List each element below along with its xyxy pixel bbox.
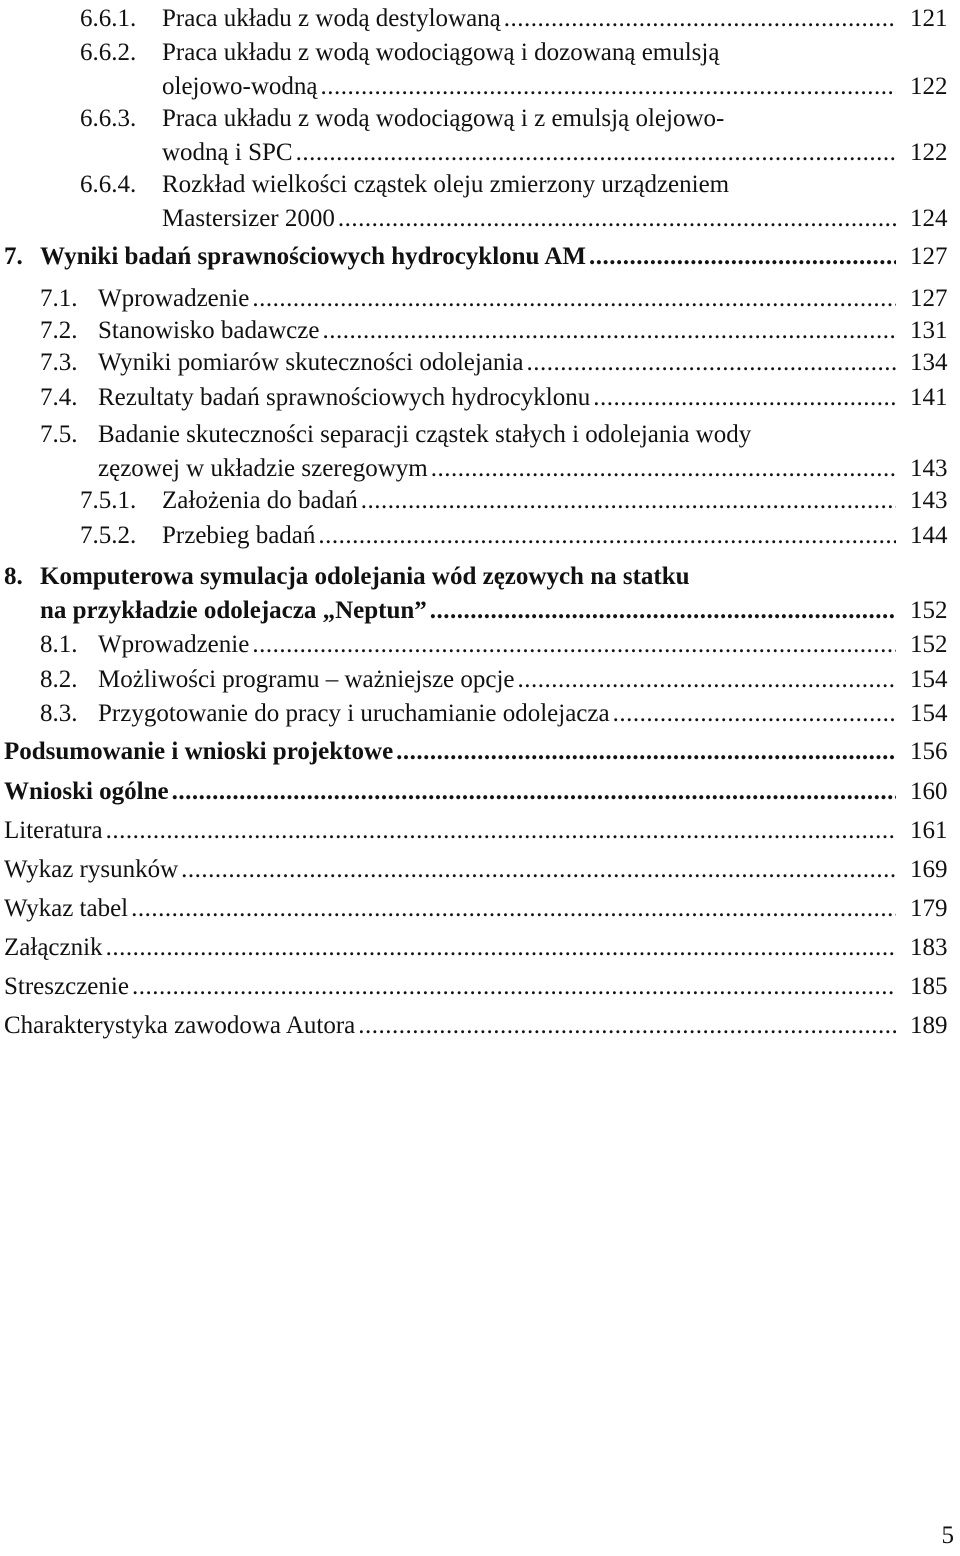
toc-dot-leader xyxy=(613,697,896,731)
toc-entry-line xyxy=(80,102,725,136)
toc-entry-title: Praca układu z wodą wodociągową i dozowaną emulsją xyxy=(162,39,720,66)
toc-dot-leader xyxy=(296,136,896,170)
toc-entry-number: 8.3. xyxy=(40,700,78,727)
toc-page-number: 131 xyxy=(910,317,948,344)
toc-entry-title: Charakterystyka zawodowa Autora xyxy=(4,1012,356,1039)
toc-entry-number: 6.6.4. xyxy=(80,171,137,198)
toc-dot-leader xyxy=(106,931,896,965)
toc-entry-title: Rozkład wielkości cząstek oleju zmierzony urządzeniem xyxy=(162,171,730,198)
toc-entry-line xyxy=(40,282,896,316)
toc-page-number: 154 xyxy=(910,666,948,693)
toc-entry-number: 7.5.1. xyxy=(80,487,137,514)
toc-entry-title: Wprowadzenie xyxy=(98,285,250,312)
toc-entry-title: Stanowisko badawcze xyxy=(98,317,320,344)
toc-dot-leader xyxy=(504,2,896,36)
toc-dot-leader xyxy=(252,282,896,316)
toc-entry-number: 8.2. xyxy=(40,666,78,693)
toc-dot-leader xyxy=(431,452,896,486)
toc-dot-leader xyxy=(361,484,896,518)
toc-entry-line xyxy=(80,519,896,553)
toc-entry-number: 8. xyxy=(4,563,23,590)
page-number: 5 xyxy=(941,1522,954,1549)
toc-entry-number: 7.3. xyxy=(40,349,78,376)
toc-entry-line xyxy=(4,970,896,1004)
toc-page-number: 189 xyxy=(910,1012,948,1039)
toc-dot-leader xyxy=(430,594,896,628)
toc-dot-leader xyxy=(252,628,896,662)
toc-entry-title: Wyniki pomiarów skuteczności odolejania xyxy=(98,349,524,376)
toc-page-number: 144 xyxy=(910,522,948,549)
toc-page-number: 124 xyxy=(910,205,948,232)
toc-entry-line xyxy=(4,240,896,274)
toc-entry-number: 7.1. xyxy=(40,285,78,312)
toc-entry-line xyxy=(40,594,896,628)
toc-page-number: 127 xyxy=(910,243,948,270)
toc-entry-title: Podsumowanie i wnioski projektowe xyxy=(4,738,394,765)
toc-entry-title: Literatura xyxy=(4,817,103,844)
toc-entry-line xyxy=(80,2,896,36)
toc-entry-number: 7.2. xyxy=(40,317,78,344)
toc-entry-line xyxy=(40,663,896,697)
toc-dot-leader xyxy=(518,663,896,697)
toc-dot-leader xyxy=(526,346,896,380)
toc-page-number: 179 xyxy=(910,895,948,922)
toc-entry-title: Możliwości programu – ważniejsze opcje xyxy=(98,666,515,693)
toc-entry-line xyxy=(162,136,896,170)
toc-entry-title: olejowo-wodną xyxy=(162,73,318,100)
toc-page-number: 122 xyxy=(910,139,948,166)
toc-entry-line xyxy=(40,314,896,348)
toc-page-number: 183 xyxy=(910,934,948,961)
toc-page-number: 169 xyxy=(910,856,948,883)
toc-entry-line xyxy=(4,560,690,594)
toc-page-number: 185 xyxy=(910,973,948,1000)
toc-entry-title: wodną i SPC xyxy=(162,139,293,166)
toc-page-number: 127 xyxy=(910,285,948,312)
toc-entry-title: Komputerowa symulacja odolejania wód zęzowych na statku xyxy=(40,563,690,590)
toc-dot-leader xyxy=(358,1009,896,1043)
toc-entry-title: Badanie skuteczności separacji cząstek stałych i odolejania wody xyxy=(98,421,752,448)
toc-entry-line xyxy=(162,70,896,104)
toc-entry-line xyxy=(98,452,896,486)
toc-entry-title: Założenia do badań xyxy=(162,487,358,514)
toc-dot-leader xyxy=(132,970,896,1004)
toc-dot-leader xyxy=(589,240,896,274)
toc-entry-title: Załącznik xyxy=(4,934,103,961)
toc-entry-line xyxy=(80,168,730,202)
toc-entry-line xyxy=(80,484,896,518)
toc-entry-title: Wprowadzenie xyxy=(98,631,250,658)
toc-entry-line xyxy=(40,697,896,731)
toc-entry-title: Praca układu z wodą wodociągową i z emulsją olejowo- xyxy=(162,105,725,132)
toc-page-number: 122 xyxy=(910,73,948,100)
toc-entry-line xyxy=(40,346,896,380)
toc-dot-leader xyxy=(181,853,896,887)
toc-page-number: 121 xyxy=(910,5,948,32)
toc-entry-line xyxy=(4,735,896,769)
toc-entry-title: Przebieg badań xyxy=(162,522,316,549)
toc-dot-leader xyxy=(322,314,896,348)
toc-page-number: 143 xyxy=(910,455,948,482)
toc-entry-line xyxy=(4,931,896,965)
toc-entry-line xyxy=(4,892,896,926)
toc-page-number: 141 xyxy=(910,384,948,411)
toc-entry-number: 7.5. xyxy=(40,421,78,448)
toc-entry-line xyxy=(4,853,896,887)
toc-entry-line xyxy=(80,36,720,70)
toc-entry-title: zęzowej w układzie szeregowym xyxy=(98,455,428,482)
toc-page-number: 156 xyxy=(910,738,948,765)
toc-dot-leader xyxy=(131,892,896,926)
toc-entry-title: Streszczenie xyxy=(4,973,129,1000)
toc-entry-line xyxy=(162,202,896,236)
toc-entry-number: 7.5.2. xyxy=(80,522,137,549)
toc-dot-leader xyxy=(338,202,896,236)
toc-entry-number: 7. xyxy=(4,243,23,270)
toc-entry-line xyxy=(40,381,896,415)
toc-entry-number: 6.6.1. xyxy=(80,5,137,32)
toc-page-number: 152 xyxy=(910,631,948,658)
toc-entry-line xyxy=(4,814,896,848)
toc-dot-leader xyxy=(172,775,896,809)
toc-entry-title: Mastersizer 2000 xyxy=(162,205,335,232)
toc-page-number: 160 xyxy=(910,778,948,805)
toc-entry-number: 6.6.3. xyxy=(80,105,137,132)
toc-entry-title: Wyniki badań sprawnościowych hydrocyklonu AM xyxy=(40,243,586,270)
toc-dot-leader xyxy=(396,735,896,769)
toc-entry-line xyxy=(4,775,896,809)
toc-dot-leader xyxy=(106,814,896,848)
toc-entry-title: Wykaz tabel xyxy=(4,895,129,922)
toc-entry-number: 7.4. xyxy=(40,384,78,411)
toc-dot-leader xyxy=(593,381,896,415)
toc-entry-number: 6.6.2. xyxy=(80,39,137,66)
toc-page-number: 134 xyxy=(910,349,948,376)
toc-entry-title: Przygotowanie do pracy i uruchamianie odolejacza xyxy=(98,700,610,727)
toc-entry-line xyxy=(40,628,896,662)
toc-entry-title: Wykaz rysunków xyxy=(4,856,179,883)
toc-entry-number: 8.1. xyxy=(40,631,78,658)
toc-entry-title: Rezultaty badań sprawnościowych hydrocyklonu xyxy=(98,384,591,411)
toc-entry-title: na przykładzie odolejacza „Neptun” xyxy=(40,597,427,624)
toc-dot-leader xyxy=(318,519,896,553)
toc-entry-line xyxy=(4,1009,896,1043)
toc-entry-line xyxy=(40,418,752,452)
toc-entry-title: Praca układu z wodą destylowaną xyxy=(162,5,501,32)
toc-page-number: 161 xyxy=(910,817,948,844)
toc-page-number: 154 xyxy=(910,700,948,727)
toc-dot-leader xyxy=(321,70,896,104)
toc-entry-title: Wnioski ogólne xyxy=(4,778,169,805)
toc-page-number: 152 xyxy=(910,597,948,624)
toc-page-number: 143 xyxy=(910,487,948,514)
